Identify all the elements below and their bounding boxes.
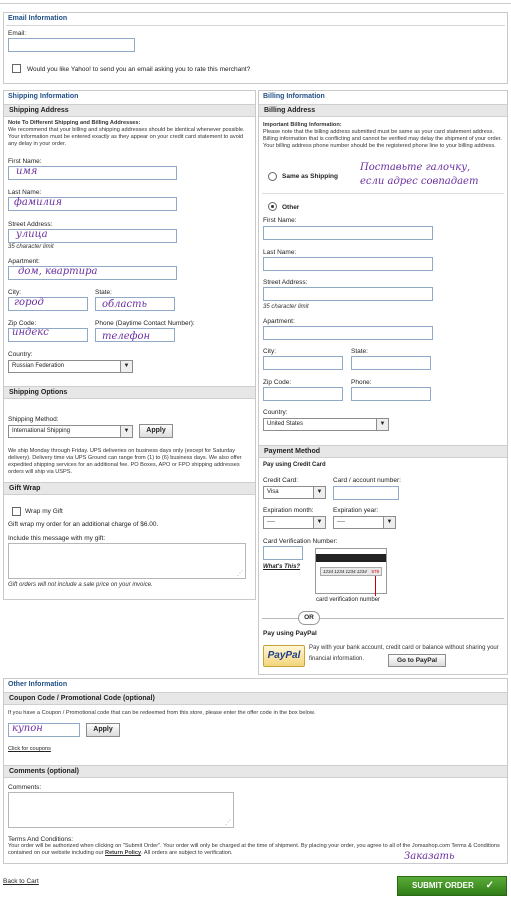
resize-grip-icon[interactable]: ⋰ xyxy=(225,820,231,826)
gift-wrap-charge: Gift wrap my order for an additional charge of $6.00. xyxy=(8,521,159,528)
card-magnetic-stripe xyxy=(316,554,386,562)
paypal-description: Pay with your bank account, credit card or balance without sharing your financial information. xyxy=(309,645,499,662)
expiration-year-label: Expiration year: xyxy=(333,507,379,514)
gift-message-label: Include this message with my gift: xyxy=(8,535,106,542)
go-to-paypal-button[interactable]: Go to PayPal xyxy=(388,654,446,667)
billing-radio-divider xyxy=(262,193,504,194)
shipping-method-label: Shipping Method: xyxy=(8,416,59,423)
state-label: State: xyxy=(95,289,112,296)
back-to-cart-link[interactable]: Back to Cart xyxy=(3,878,39,885)
shipping-address-bar: Shipping Address xyxy=(4,104,255,117)
checkmark-icon: ✓ xyxy=(485,880,494,891)
shipping-note-title: Note To Different Shipping and Billing Addresses: xyxy=(8,120,141,126)
country-select-value: Russian Federation xyxy=(12,363,65,369)
billing-info-title: Important Billing Information: xyxy=(263,122,342,128)
first-name-label: First Name: xyxy=(8,158,42,165)
cvn-label: Card Verification Number: xyxy=(263,538,338,545)
same-as-shipping-hint-2: если адрес совпадает xyxy=(360,176,479,187)
credit-card-value: Visa xyxy=(267,489,279,495)
submit-order-button[interactable] xyxy=(397,876,507,896)
first-name-value: имя xyxy=(16,166,38,177)
payment-method-bar: Payment Method xyxy=(259,445,507,458)
terms-title: Terms And Conditions: xyxy=(8,836,74,843)
shipping-method-select[interactable] xyxy=(8,425,133,438)
credit-card-title: Pay using Credit Card xyxy=(263,462,326,468)
comments-bar: Comments (optional) xyxy=(4,765,507,778)
billing-zip-input[interactable] xyxy=(263,387,343,401)
billing-phone-label: Phone: xyxy=(351,379,372,386)
email-title-rule xyxy=(6,25,505,26)
credit-card-select[interactable] xyxy=(263,486,326,499)
country-label: Country: xyxy=(8,351,33,358)
country-select[interactable] xyxy=(8,360,133,373)
billing-country-value: United States xyxy=(267,421,304,427)
street-address-label: Street Address: xyxy=(8,221,53,228)
chevron-down-icon: ▼ xyxy=(313,517,325,528)
email-input[interactable] xyxy=(8,38,135,52)
card-signature-strip xyxy=(320,567,382,576)
other-info-title: Other Information xyxy=(8,681,68,688)
same-as-shipping-radio[interactable] xyxy=(268,172,277,181)
billing-first-name-input[interactable] xyxy=(263,226,433,240)
billing-first-name-label: First Name: xyxy=(263,217,297,224)
wrap-gift-label: Wrap my Gift xyxy=(25,508,63,515)
terms-text-part1: Your order will be authorized when clicking on "Submit Order". Your order will only be charged at the time of shipment. By placing your order, you agree to all of the Jomashop.com Terms & Conditions contained on our website including our xyxy=(8,843,500,856)
coupon-value: купон xyxy=(12,723,43,734)
expiration-year-value: ---- xyxy=(337,519,345,525)
shipping-options-bar: Shipping Options xyxy=(4,386,255,399)
billing-street-input[interactable] xyxy=(263,287,433,301)
billing-state-input[interactable] xyxy=(351,356,431,370)
chevron-down-icon: ▼ xyxy=(120,361,132,372)
last-name-value: фамилия xyxy=(14,197,62,208)
shipping-apply-button[interactable]: Apply xyxy=(139,424,173,438)
click-for-coupons-link[interactable]: Click for coupons xyxy=(8,746,51,752)
terms-text-part2: . All orders are subject to verification. xyxy=(141,850,233,856)
expiration-year-select[interactable] xyxy=(333,516,396,529)
expiration-month-value: ---- xyxy=(267,519,275,525)
gift-orders-note: Gift orders will not include a sale price on your invoice. xyxy=(8,582,153,588)
billing-last-name-label: Last Name: xyxy=(263,249,297,256)
billing-country-label: Country: xyxy=(263,409,288,416)
shipping-options-info: We ship Monday through Friday. UPS deliveries on business days only (except for Saturday delivery). Delivery time via UPS Ground can range from (1) to (6) business days. We also offer expedited shipping services for an additional fee. PO Boxes, APO or FPO shipping addresses orders will ship via USPS. xyxy=(8,448,242,475)
card-number-input[interactable] xyxy=(333,486,399,500)
billing-apartment-input[interactable] xyxy=(263,326,433,340)
other-address-label: Other xyxy=(282,204,300,211)
or-label: OR xyxy=(304,614,314,621)
same-as-shipping-hint-1: Поставьте галочку, xyxy=(360,162,471,173)
email-label: Email: xyxy=(8,30,27,37)
phone-value: телефон xyxy=(102,331,151,342)
yahoo-rate-checkbox[interactable] xyxy=(12,64,21,73)
order-hint: Заказать xyxy=(404,851,455,862)
city-value: город xyxy=(14,297,44,308)
cvv-pointer xyxy=(375,576,376,596)
city-label: City: xyxy=(8,289,21,296)
billing-apartment-label: Apartment: xyxy=(263,318,295,325)
gift-message-textarea[interactable] xyxy=(8,543,246,579)
billing-phone-input[interactable] xyxy=(351,387,431,401)
billing-street-label: Street Address: xyxy=(263,279,308,286)
billing-info-text: Please note that the billing address submitted must be same as your card statement address. Billing information that is conflicting and cannot be verified may delay the shipment of your order. Your billing address phone number should be the registered phone line to your billing address. xyxy=(263,129,502,149)
chevron-down-icon: ▼ xyxy=(313,487,325,498)
paypal-title: Pay using PayPal xyxy=(263,630,317,637)
paypal-logo-text: PayPal xyxy=(267,650,301,661)
card-digits: 1234 1234 1234 1234 xyxy=(323,569,367,574)
other-address-radio[interactable] xyxy=(268,202,277,211)
chevron-down-icon: ▼ xyxy=(120,426,132,437)
zip-code-label: Zip Code: xyxy=(8,320,37,327)
billing-state-label: State: xyxy=(351,348,368,355)
expiration-month-select[interactable] xyxy=(263,516,326,529)
billing-city-label: City: xyxy=(263,348,276,355)
coupon-apply-button[interactable]: Apply xyxy=(86,723,120,737)
radio-dot xyxy=(271,205,274,208)
top-divider xyxy=(0,3,511,4)
billing-address-bar: Billing Address xyxy=(259,104,507,117)
card-number-label: Card / account number: xyxy=(333,477,401,484)
comments-textarea[interactable] xyxy=(8,792,234,828)
shipping-method-value: International Shipping xyxy=(12,428,71,434)
last-name-label: Last Name: xyxy=(8,189,42,196)
chevron-down-icon: ▼ xyxy=(383,517,395,528)
phone-label: Phone (Daytime Contact Number): xyxy=(95,320,195,327)
same-as-shipping-label: Same as Shipping xyxy=(282,173,338,180)
apartment-value: дом, квартира xyxy=(18,266,98,277)
chevron-down-icon: ▼ xyxy=(376,419,388,430)
submit-order-label: SUBMIT ORDER xyxy=(412,881,474,890)
credit-card-label: Credit Card: xyxy=(263,477,299,484)
zip-code-value: индекс xyxy=(12,327,49,338)
card-back-illustration xyxy=(315,548,387,594)
apartment-label: Apartment: xyxy=(8,258,40,265)
yahoo-rate-label: Would you like Yahoo! to send you an email asking you to rate this merchant? xyxy=(27,66,251,73)
card-verification-caption: card verification number xyxy=(316,597,381,603)
resize-grip-icon[interactable]: ⋰ xyxy=(237,571,243,577)
whats-this-link[interactable]: What's This? xyxy=(263,564,301,570)
billing-city-input[interactable] xyxy=(263,356,343,370)
street-address-value: улица xyxy=(16,229,48,240)
or-badge xyxy=(298,611,320,625)
comments-label: Comments: xyxy=(8,784,42,791)
billing-last-name-input[interactable] xyxy=(263,257,433,271)
email-section-title: Email Information xyxy=(8,15,68,22)
state-value: область xyxy=(102,299,147,310)
shipping-section-title: Shipping Information xyxy=(8,93,79,100)
billing-street-limit: 35 character limit xyxy=(263,304,309,310)
street-limit-note: 35 character limit xyxy=(8,244,54,250)
gift-wrap-bar: Gift Wrap xyxy=(4,482,255,495)
expiration-month-label: Expiration month: xyxy=(263,507,314,514)
coupon-bar: Coupon Code / Promotional Code (optional) xyxy=(4,692,507,705)
billing-country-select[interactable] xyxy=(263,418,389,431)
shipping-note-text: We recommend that your billing and shipping addresses should be identical whenever possible. Your information must be entered exactly as they appear on your credit card statement to avoid any delay in your order. xyxy=(8,127,245,147)
billing-section-title: Billing Information xyxy=(263,93,325,100)
paypal-logo xyxy=(263,645,305,667)
return-policy-link[interactable]: Return Policy xyxy=(105,850,142,856)
cvn-input[interactable] xyxy=(263,546,303,560)
wrap-gift-checkbox[interactable] xyxy=(12,507,21,516)
coupon-description: If you have a Coupon / Promotional code that can be redeemed from this store, please enter the offer code in the box below. xyxy=(8,710,316,716)
card-cvv: 579 xyxy=(371,569,379,574)
billing-zip-label: Zip Code: xyxy=(263,379,292,386)
